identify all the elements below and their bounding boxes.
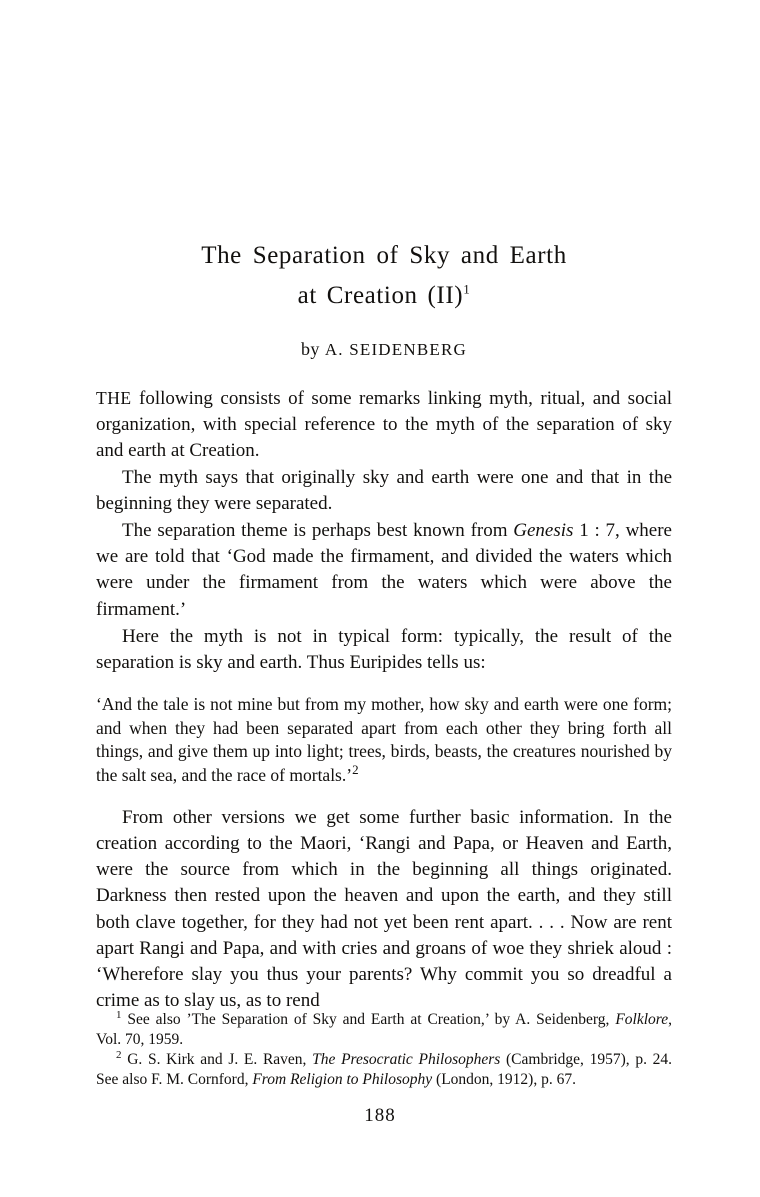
title-line-2 (96, 278, 672, 314)
footnote-1-italic: Folklore (615, 1011, 669, 1028)
title-line-2-text: at Creation (II) (297, 282, 464, 310)
page-number: 188 (364, 1105, 396, 1126)
title-footnote-marker: 1 (463, 281, 471, 297)
footnote-1 (96, 1010, 672, 1050)
footnote-1-part-b: , Vol. 70, 1959. (96, 1011, 672, 1049)
title-line-1: The Separation of Sky and Earth (201, 242, 567, 269)
paragraph-4: Here the myth is not in typical form: typically, the result of the separation is sky and earth. Thus Euripides tells us: (96, 625, 672, 673)
paragraph-3 (96, 518, 672, 623)
footnotes (96, 1010, 672, 1091)
page-title (96, 238, 672, 315)
block-quote-1 (96, 693, 672, 788)
footnote-2-part-a: G. S. Kirk and J. E. Raven, (127, 1051, 313, 1069)
paragraph-5: From other versions we get some further basic information. In the creation according to the Maori, ‘Rangi and Papa, or Heaven and Earth, were the source from which in the beginning all things originated. Darkness then rested upon the heaven and upon the earth, and they still both clave together, for they had not yet been rent apart. . . . Now are rent apart Rangi and Papa, and with cries and groans of woe they shriek aloud : ‘Wherefore slay you thus your parents? Why commit you so dreadful a crime as to slay us, as to rend (96, 807, 672, 1011)
paragraph-1 (96, 386, 672, 464)
footnote-2-italic-1: The Presocratic Philosophers (312, 1051, 501, 1069)
paragraph-3-part-a: The separation theme is perhaps best known from (122, 520, 514, 542)
paragraph-2: The myth says that originally sky and earth were one and that in the beginning they were separated. (96, 466, 672, 514)
paragraph-3-italic: Genesis (513, 520, 574, 542)
block-quote-1-text: ‘And the tale is not mine but from my mother, how sky and earth were one form; and when they had been separated apart from each other they bring forth all things, and give them up into light; trees, birds, beasts, the creatures nourished by the salt sea, and the race of mortals.’ (96, 693, 672, 786)
byline (96, 339, 672, 360)
block-quote-1-footnote-marker: 2 (352, 762, 359, 778)
author-name: A. SEIDENBERG (324, 339, 467, 359)
paragraph-1-lead: THE (96, 387, 132, 408)
footnote-2-italic-2: From Religion to Philosophy (252, 1071, 433, 1089)
footnote-1-part-a: See also ’The Separation of Sky and Earth at Creation,’ by A. Seidenberg, (127, 1011, 616, 1028)
article-body (96, 238, 672, 1014)
footnote-2 (96, 1050, 672, 1090)
footnote-1-marker: 1 (116, 1008, 122, 1021)
paragraph-1-text: following consists of some remarks linking myth, ritual, and social organization, with special reference to the myth of the separation of sky and earth at Creation. (96, 387, 672, 461)
footnote-2-part-c: (London, 1912), p. 67. (432, 1071, 576, 1089)
paragraph-3-part-b: 1 : 7, where we are told that ‘God made the firmament, and divided the waters which were under the firmament from the waters which were above the firmament.’ (96, 520, 672, 620)
footnote-2-marker: 2 (116, 1049, 122, 1062)
byline-prefix: by (301, 338, 320, 359)
footnote-2-part-b: (Cambridge, 1957), p. 24. See also F. M. Cornford, (96, 1051, 673, 1089)
